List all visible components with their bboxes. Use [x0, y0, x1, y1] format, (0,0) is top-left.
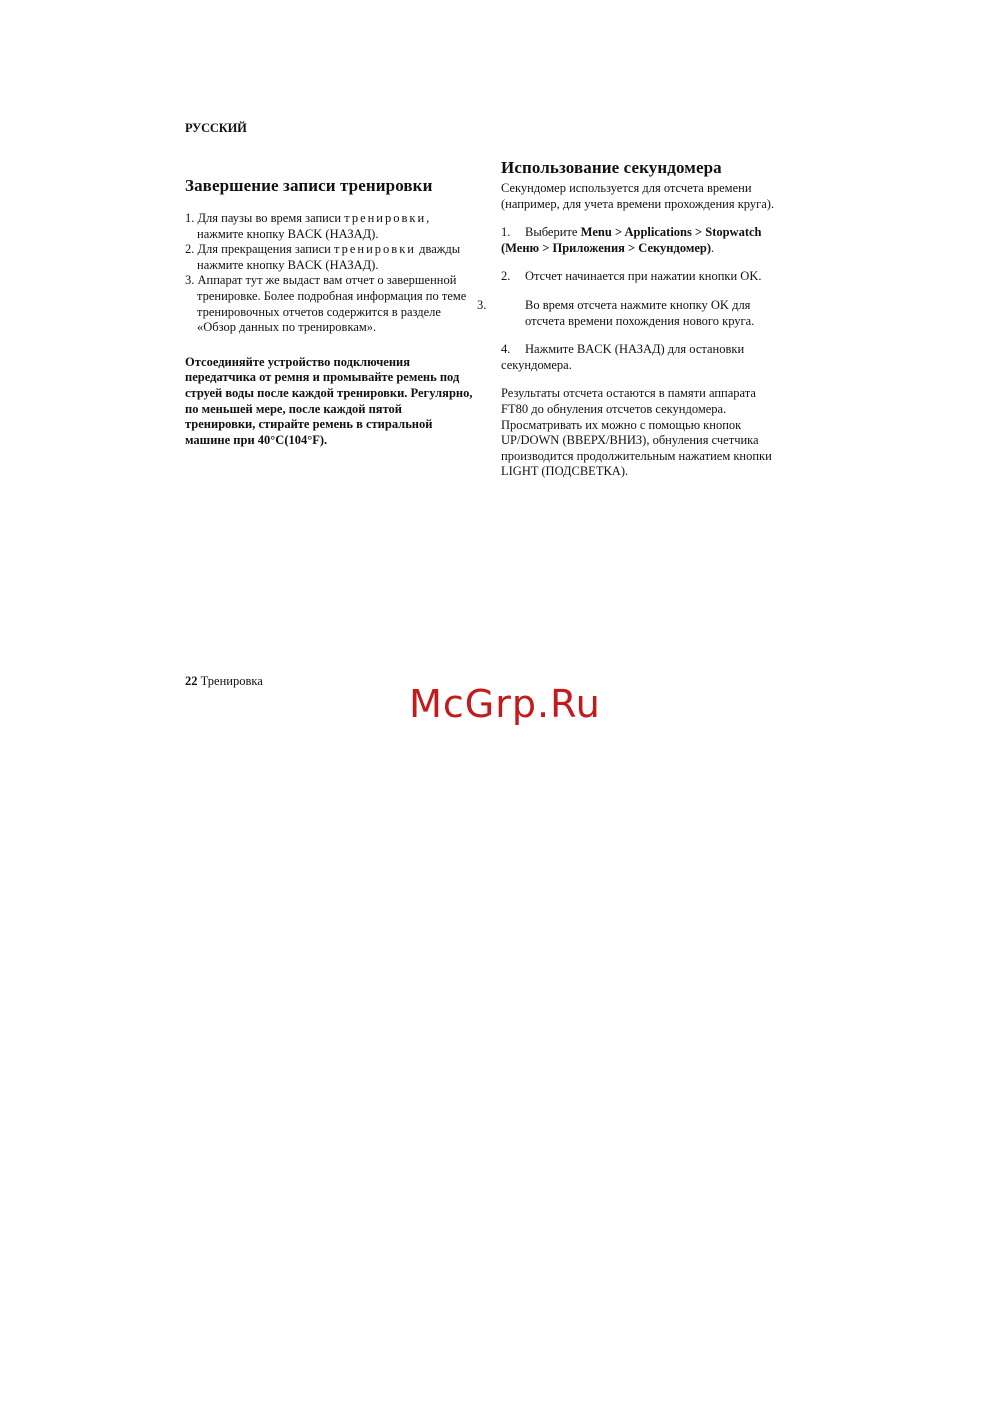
list-item: 1. Для паузы во время записи тренировки, нажмите кнопку BACK (НАЗАД).: [185, 211, 430, 241]
right-column: [477, 157, 781, 493]
footer-section: Тренировка: [197, 674, 263, 688]
heading-finish-recording: Завершение записи тренировки: [185, 176, 433, 195]
stopwatch-results: Результаты отсчета остаются в памяти аппарата FT80 до обнуления отсчетов секундомера. Просматривать их можно с помощью кнопок UP/DOWN (ВВЕРХ/ВНИЗ), обнуления счетчика производится продолжительным нажатием кнопки LIGHT (ПОДСВЕТКА).: [501, 386, 772, 479]
stopwatch-step-2: 2. Отсчет начинается при нажатии кнопки OK.: [501, 269, 762, 284]
stopwatch-step-1: 1. Выберите Menu > Applications > Stopwatch (Меню > Приложения > Секундомер).: [501, 225, 762, 255]
menu-path: Menu > Applications > Stopwatch (Меню > Приложения > Секундомер): [501, 225, 762, 255]
strap-care-warning: Отсоединяйте устройство подключения передатчика от ремня и промывайте ремень под струей воды после каждой тренировки. Регулярно, по меньшей мере, после каждой пятой тренировки, стирайте ремень в стиральной машине при 40°C(104°F).: [185, 354, 473, 447]
stopwatch-step-3: 3. Во время отсчета нажмите кнопку OK для отсчета времени похождения нового круга.: [477, 297, 755, 328]
section-label: РУССКИЙ: [185, 121, 247, 135]
list-item: 3. Аппарат тут же выдаст вам отчет о завершенной тренировке. Более подробная информация по теме тренировочных отчетов содержится в разделе «Обзор данных по тренировкам».: [185, 273, 467, 335]
watermark: McGrp.Ru: [409, 682, 601, 726]
heading-stopwatch: Использование секундомера: [501, 158, 722, 177]
list-item: 2. Для прекращения записи тренировки дважды нажмите кнопку BACK (НАЗАД).: [185, 242, 461, 272]
page-number: 22: [185, 674, 198, 688]
finish-steps-list: [185, 211, 475, 336]
stopwatch-intro: Секундомер используется для отсчета времени (например, для учета времени прохождения круга).: [501, 181, 775, 211]
left-column: [185, 175, 475, 448]
stopwatch-step-4: 4. Нажмите BACK (НАЗАД) для остановки секундомера.: [501, 342, 745, 372]
